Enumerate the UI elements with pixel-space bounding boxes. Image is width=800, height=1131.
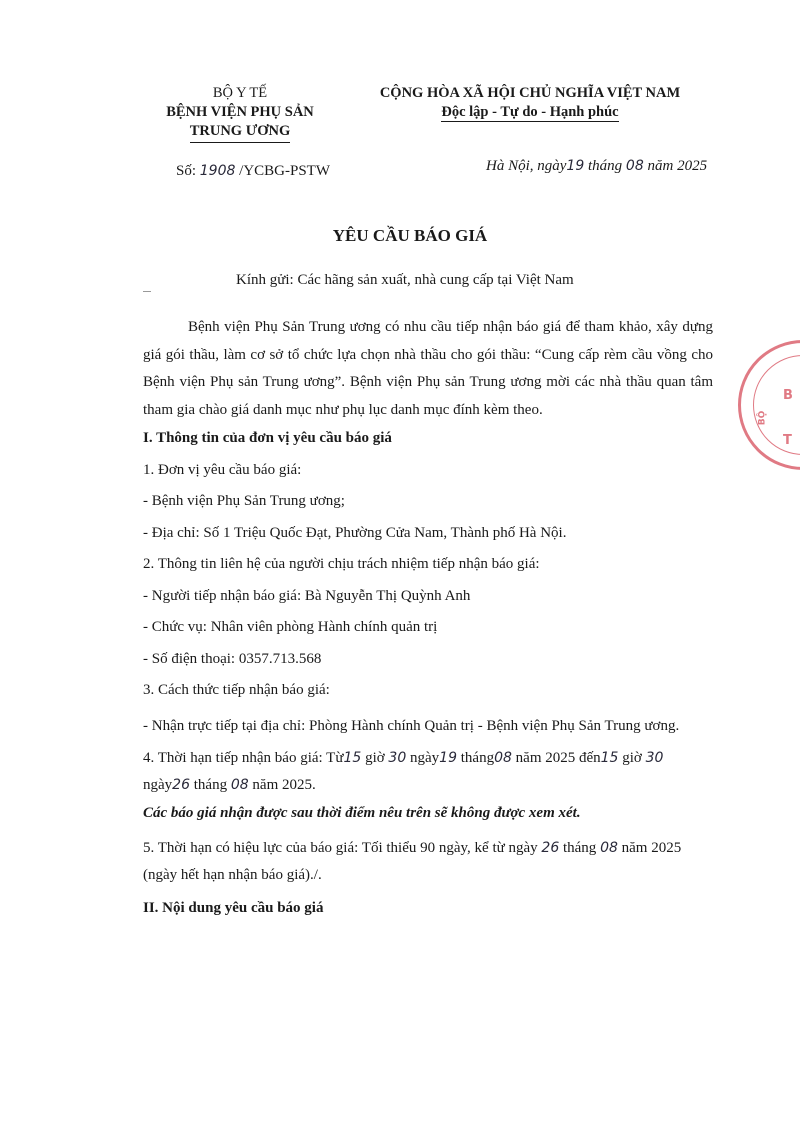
document-number: [176, 163, 330, 180]
deadline-start-month: 08: [494, 749, 512, 766]
national-motto: Độc lập - Tự do - Hạnh phúc: [441, 104, 619, 120]
item2-phone: - Số điện thoại: 0357.713.568: [143, 650, 322, 667]
validity-month: 08: [600, 840, 618, 857]
doc-number-handwritten: 1908: [199, 163, 236, 179]
date-place: Hà Nội, ngày: [486, 158, 567, 174]
document-date: [486, 158, 707, 175]
item1-address: - Địa chỉ: Số 1 Triệu Quốc Đạt, Phường Cửa Nam, Thành phố Hà Nội.: [143, 524, 567, 541]
item2-position: - Chức vụ: Nhân viên phòng Hành chính quản trị: [143, 619, 438, 636]
date-month-handwritten: 08: [625, 158, 644, 174]
section2-heading: II. Nội dung yêu cầu báo giá: [143, 900, 324, 917]
document-body: [143, 314, 713, 931]
item1-heading: 1. Đơn vị yêu cầu báo giá:: [143, 461, 302, 478]
validity-day: 26: [541, 840, 560, 857]
deadline-end-month: 08: [230, 776, 249, 793]
national-heading: [360, 84, 700, 122]
deadline-end-hour: 15: [600, 749, 619, 766]
item2-person: - Người tiếp nhận báo giá: Bà Nguyễn Thị Quỳnh Anh: [143, 587, 471, 604]
official-stamp: [738, 340, 800, 470]
intro-paragraph: Bệnh viện Phụ Sản Trung ương có nhu cầu tiếp nhận báo giá để tham khảo, xây dựng giá gói thầu, làm cơ sở tổ chức lựa chọn nhà thầu cho gói thầu: “Cung cấp rèm cầu vồng cho Bệnh viện Phụ sản Trung ương”. Bệnh viện Phụ sản Trung ương mời các nhà thầu quan tâm tham gia chào giá danh mục như phụ lục danh mục đính kèm theo.: [143, 319, 713, 418]
stamp-inner-ring: [753, 355, 800, 455]
item3-method: - Nhận trực tiếp tại địa chỉ: Phòng Hành chính Quản trị - Bệnh viện Phụ Sản Trung ương.: [143, 717, 680, 734]
stamp-letter-bottom: T: [783, 433, 792, 448]
deadline-start-hour: 15: [343, 749, 362, 766]
deadline-start-day: 19: [439, 749, 457, 766]
republic-name: CỘNG HÒA XÃ HỘI CHỦ NGHĨA VIỆT NAM: [379, 85, 681, 101]
hospital-name-line2: TRUNG ƯƠNG: [190, 122, 291, 143]
document-title: YÊU CẦU BÁO GIÁ: [332, 226, 488, 245]
late-submission-note: Các báo giá nhận được sau thời điểm nêu trên sẽ không được xem xét.: [143, 804, 581, 821]
item3-heading: 3. Cách thức tiếp nhận báo giá:: [143, 682, 330, 699]
hospital-name-line1: BỆNH VIỆN PHỤ SẢN: [166, 104, 314, 120]
item1-name: - Bệnh viện Phụ Sản Trung ương;: [143, 493, 345, 510]
item4-deadline: 4. Thời hạn tiếp nhận báo giá: Từ15 giờ 30 ngày19 tháng08 năm 2025 đến15 giờ 30 ngày26 tháng 08 năm 2025.: [143, 749, 664, 793]
item2-heading: 2. Thông tin liên hệ của người chịu trách nhiệm tiếp nhận báo giá:: [143, 556, 540, 573]
doc-number-suffix: /YCBG-PSTW: [235, 163, 330, 179]
issuing-authority: [150, 84, 330, 143]
stamp-letter-top: B: [783, 388, 793, 403]
deadline-end-day: 26: [172, 776, 190, 793]
deadline-start-minute: 30: [388, 749, 407, 766]
recipient-greeting: Kính gửi: Các hãng sản xuất, nhà cung cấp tại Việt Nam: [236, 272, 574, 288]
date-year-label: năm 2025: [643, 158, 708, 174]
deadline-end-minute: 30: [645, 749, 664, 766]
date-day-handwritten: 19: [566, 158, 585, 174]
margin-mark: [143, 291, 151, 292]
doc-number-prefix: Số:: [176, 163, 200, 179]
section1-heading: I. Thông tin của đơn vị yêu cầu báo giá: [143, 430, 392, 447]
ministry-name: BỘ Y TẾ: [212, 85, 268, 101]
stamp-letter-left: BỘ: [757, 410, 768, 426]
date-month-label: tháng: [584, 158, 626, 174]
item5-validity: 5. Thời hạn có hiệu lực của báo giá: Tối thiểu 90 ngày, kể từ ngày 26 tháng 08 năm 2025 (ngày hết hạn nhận báo giá)./.: [143, 840, 682, 884]
